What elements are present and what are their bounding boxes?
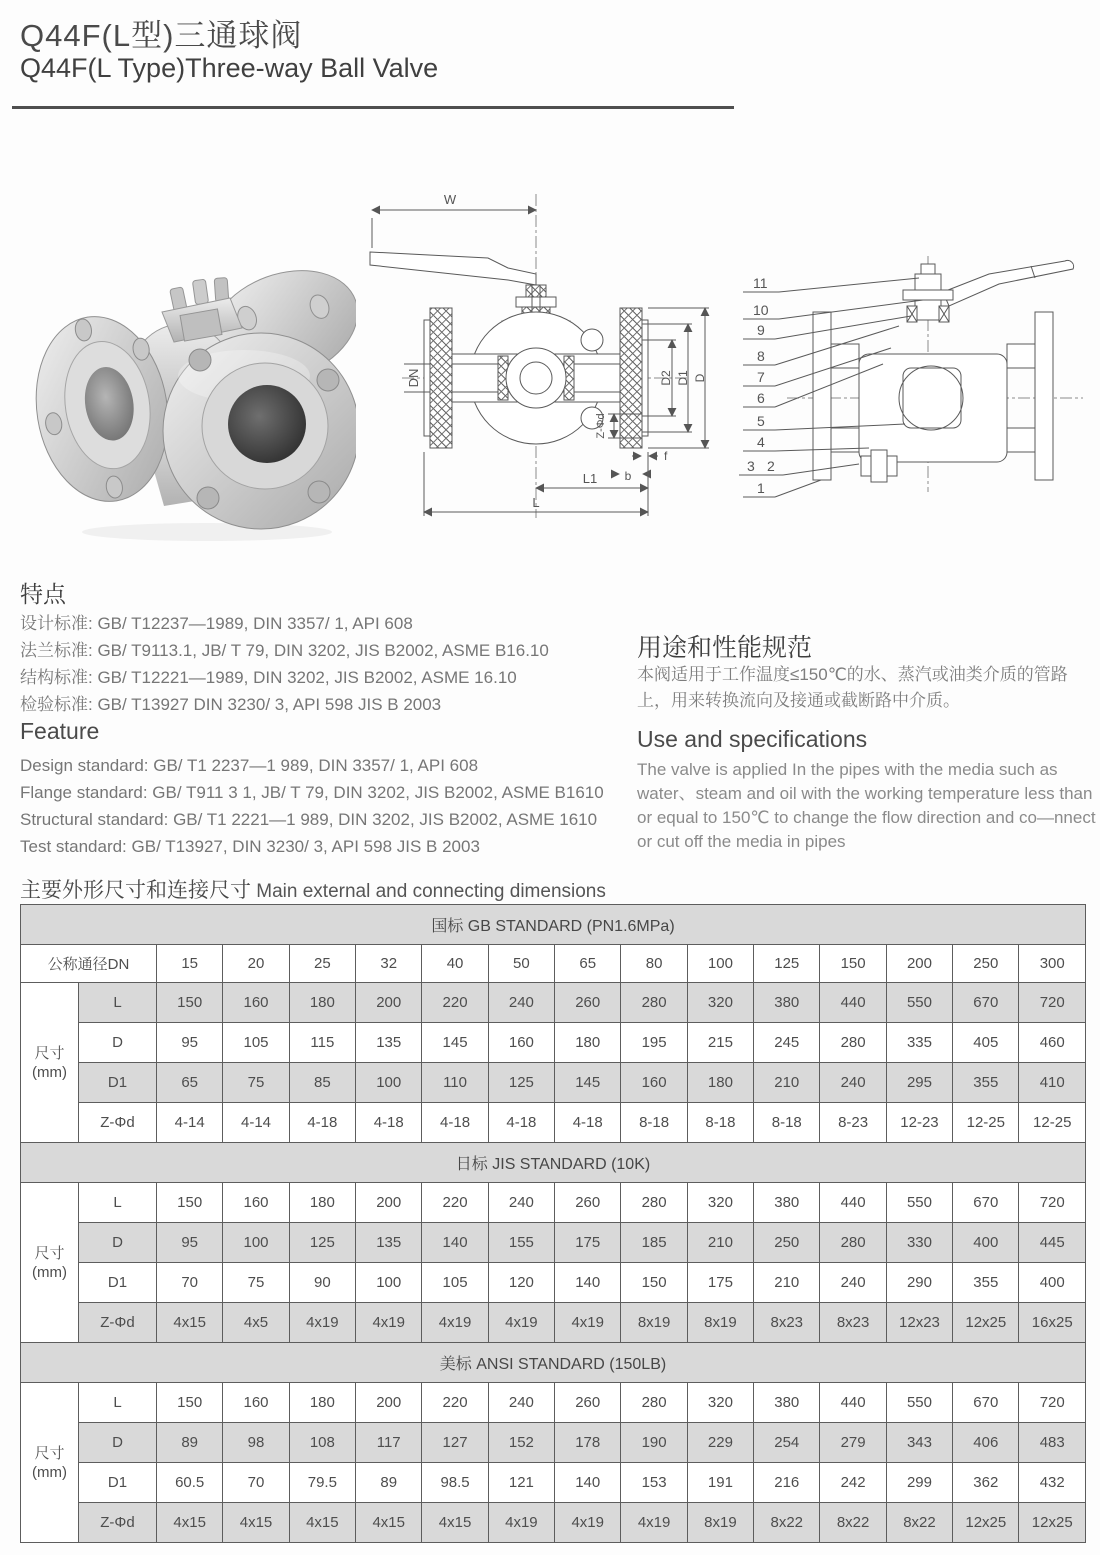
dim-unit-label [21, 1383, 79, 1543]
dim-value-cell: 4-14 [157, 1103, 223, 1143]
dim-value-cell: 95 [157, 1023, 223, 1063]
standard-band-row [21, 1343, 1086, 1383]
callout-2: 2 [767, 458, 775, 474]
table-title-zh: 主要外形尺寸和连接尺寸 [20, 879, 251, 902]
dim-value-cell: 180 [555, 1023, 621, 1063]
dn-value-cell: 125 [754, 945, 820, 983]
dim-value-cell: 70 [157, 1263, 223, 1303]
dim-value-cell: 70 [223, 1463, 289, 1503]
dim-value-cell: 242 [820, 1463, 886, 1503]
dim-value-cell: 550 [886, 983, 952, 1023]
dim-value-cell: 79.5 [289, 1463, 355, 1503]
dim-value-cell: 362 [953, 1463, 1019, 1503]
dim-value-cell: 210 [687, 1223, 753, 1263]
dim-value-cell: 150 [157, 983, 223, 1023]
dim-value-cell: 60.5 [157, 1463, 223, 1503]
dim-value-cell: 89 [356, 1463, 422, 1503]
dimension-row [21, 1183, 1086, 1223]
row-label: Z-Φd [79, 1503, 157, 1543]
dim-value-cell: 150 [621, 1263, 687, 1303]
dim-label-zphid: Z-Φd [595, 413, 607, 439]
dim-value-cell: 240 [488, 1183, 554, 1223]
dim-value-cell: 260 [555, 1383, 621, 1423]
dn-value-cell: 300 [1019, 945, 1086, 983]
dim-value-cell: 150 [157, 1183, 223, 1223]
standard-line: 法兰标准: GB/ T9113.1, JB/ T 79, DIN 3202, JIS B2002, ASME B16.10 [20, 641, 549, 660]
use-heading-en: Use and specifications [637, 726, 868, 752]
dimension-row [21, 1463, 1086, 1503]
dim-value-cell: 180 [289, 983, 355, 1023]
standard-line: 结构标准: GB/ T12221—1989, DIN 3202, JIS B2002, ASME 16.10 [20, 668, 517, 687]
standard-line: Design standard: GB/ T1 2237—1 989, DIN 3357/ 1, API 608 [20, 756, 479, 775]
dim-value-cell: 200 [356, 983, 422, 1023]
dim-value-cell: 240 [488, 1383, 554, 1423]
dim-value-cell: 65 [157, 1063, 223, 1103]
dim-value-cell: 670 [953, 1383, 1019, 1423]
dim-value-cell: 8x23 [820, 1303, 886, 1343]
dn-value-cell: 65 [555, 945, 621, 983]
row-label: L [79, 1183, 157, 1223]
table-title [20, 874, 606, 904]
callout-1: 1 [757, 480, 765, 496]
dn-value-cell: 15 [157, 945, 223, 983]
dim-value-cell: 4x15 [157, 1303, 223, 1343]
dim-value-cell: 4x19 [555, 1303, 621, 1343]
callout-4: 4 [757, 434, 765, 450]
dim-value-cell: 4x19 [621, 1503, 687, 1543]
callout-5: 5 [757, 413, 765, 429]
feature-heading-zh: 特点 [20, 581, 66, 607]
dimension-row [21, 1023, 1086, 1063]
standard-band-row [21, 1143, 1086, 1183]
dim-value-cell: 380 [754, 983, 820, 1023]
dim-value-cell: 195 [621, 1023, 687, 1063]
dim-value-cell: 4x15 [157, 1503, 223, 1543]
dim-value-cell: 216 [754, 1463, 820, 1503]
row-label: D [79, 1423, 157, 1463]
dim-value-cell: 280 [820, 1023, 886, 1063]
dim-value-cell: 4x19 [422, 1303, 488, 1343]
dim-value-cell: 4-18 [555, 1103, 621, 1143]
dim-value-cell: 190 [621, 1423, 687, 1463]
valve-section-drawing [340, 188, 732, 526]
dim-value-cell: 12-25 [953, 1103, 1019, 1143]
dim-value-cell: 260 [555, 1183, 621, 1223]
dim-value-cell: 152 [488, 1423, 554, 1463]
dn-value-cell: 100 [687, 945, 753, 983]
dim-value-cell: 98 [223, 1423, 289, 1463]
dim-value-cell: 8-23 [820, 1103, 886, 1143]
dim-value-cell: 8x19 [621, 1303, 687, 1343]
dim-value-cell: 4x19 [488, 1503, 554, 1543]
use-text-zh: 本阀适用于工作温度≤150℃的水、蒸汽或油类介质的管路上，用来转换流向及接通或截断路中介质。 [637, 665, 1068, 710]
dim-value-cell: 8x22 [820, 1503, 886, 1543]
dim-value-cell: 8-18 [687, 1103, 753, 1143]
dn-value-cell: 25 [289, 945, 355, 983]
dim-value-cell: 155 [488, 1223, 554, 1263]
dim-value-cell: 4-14 [223, 1103, 289, 1143]
dim-value-cell: 250 [754, 1223, 820, 1263]
row-label: Z-Φd [79, 1103, 157, 1143]
dim-value-cell: 115 [289, 1023, 355, 1063]
dim-value-cell: 105 [223, 1023, 289, 1063]
dimension-row [21, 1063, 1086, 1103]
dim-value-cell: 108 [289, 1423, 355, 1463]
dim-value-cell: 355 [953, 1263, 1019, 1303]
dim-value-cell: 299 [886, 1463, 952, 1503]
dim-label-l1: L1 [582, 471, 598, 486]
dim-value-cell: 100 [356, 1063, 422, 1103]
dim-label-dn: DN [406, 368, 421, 388]
dim-label-d: D [693, 373, 707, 383]
valve-photo [22, 244, 356, 546]
callout-11: 11 [753, 275, 768, 291]
dim-value-cell: 4x15 [422, 1503, 488, 1543]
dim-value-cell: 12-25 [1019, 1103, 1086, 1143]
dim-value-cell: 125 [289, 1223, 355, 1263]
dim-value-cell: 4x5 [223, 1303, 289, 1343]
dim-value-cell: 135 [356, 1223, 422, 1263]
dim-value-cell: 4x15 [223, 1503, 289, 1543]
dim-value-cell: 12x25 [953, 1303, 1019, 1343]
standard-line: 设计标准: GB/ T12237—1989, DIN 3357/ 1, API 608 [20, 614, 413, 633]
dim-value-cell: 135 [356, 1023, 422, 1063]
standard-band-header: 美标 ANSI STANDARD (150LB) [21, 1343, 1086, 1383]
dn-value-cell: 32 [356, 945, 422, 983]
dim-value-cell: 120 [488, 1263, 554, 1303]
dim-value-cell: 295 [886, 1063, 952, 1103]
dn-value-cell: 50 [488, 945, 554, 983]
dim-value-cell: 12x23 [886, 1303, 952, 1343]
dim-value-cell: 140 [555, 1463, 621, 1503]
dim-value-cell: 440 [820, 983, 886, 1023]
dim-label-l: L [532, 495, 540, 510]
dn-header-row [21, 945, 1086, 983]
row-label: D [79, 1223, 157, 1263]
dim-value-cell: 150 [157, 1383, 223, 1423]
dim-value-cell: 210 [754, 1063, 820, 1103]
dim-value-cell: 4-18 [289, 1103, 355, 1143]
dim-value-cell: 4x19 [488, 1303, 554, 1343]
feature-lines-en [20, 752, 640, 860]
dim-value-cell: 4-18 [422, 1103, 488, 1143]
dimension-row [21, 1423, 1086, 1463]
dim-value-cell: 75 [223, 1063, 289, 1103]
dim-value-cell: 720 [1019, 1183, 1086, 1223]
feature-heading-en: Feature [20, 718, 100, 744]
dim-value-cell: 405 [953, 1023, 1019, 1063]
dimension-row [21, 1223, 1086, 1263]
standard-line: Structural standard: GB/ T1 2221—1 989, DIN 3202, JIS B2002, ASME 1610 [20, 810, 598, 829]
dim-value-cell: 440 [820, 1183, 886, 1223]
dim-value-cell: 320 [687, 1183, 753, 1223]
dim-value-cell: 380 [754, 1183, 820, 1223]
dn-value-cell: 40 [422, 945, 488, 983]
dim-label-f: f [664, 449, 668, 463]
dim-value-cell: 279 [820, 1423, 886, 1463]
dim-label-unit: (mm) [32, 1463, 67, 1481]
dimension-row [21, 1303, 1086, 1343]
dim-label-w: W [443, 192, 457, 207]
dim-value-cell: 4-18 [488, 1103, 554, 1143]
title-divider [12, 106, 734, 109]
dim-value-cell: 330 [886, 1223, 952, 1263]
dim-value-cell: 280 [621, 1183, 687, 1223]
dim-value-cell: 160 [223, 1183, 289, 1223]
use-heading-zh: 用途和性能规范 [637, 634, 813, 662]
dim-value-cell: 8x22 [886, 1503, 952, 1543]
dim-value-cell: 180 [289, 1383, 355, 1423]
dim-value-cell: 200 [356, 1183, 422, 1223]
dim-value-cell: 175 [555, 1223, 621, 1263]
callout-10: 10 [753, 302, 769, 318]
dim-value-cell: 4x15 [289, 1503, 355, 1543]
dim-value-cell: 720 [1019, 983, 1086, 1023]
dim-value-cell: 406 [953, 1423, 1019, 1463]
dim-value-cell: 127 [422, 1423, 488, 1463]
dim-value-cell: 95 [157, 1223, 223, 1263]
callout-6: 6 [757, 390, 765, 406]
dim-value-cell: 4x15 [356, 1503, 422, 1543]
dim-value-cell: 670 [953, 983, 1019, 1023]
dim-value-cell: 145 [422, 1023, 488, 1063]
row-label: D1 [79, 1263, 157, 1303]
dim-value-cell: 105 [422, 1263, 488, 1303]
dim-value-cell: 8x19 [687, 1503, 753, 1543]
dim-value-cell: 320 [687, 1383, 753, 1423]
dim-value-cell: 4x19 [289, 1303, 355, 1343]
dn-value-cell: 20 [223, 945, 289, 983]
dim-value-cell: 180 [289, 1183, 355, 1223]
dim-value-cell: 121 [488, 1463, 554, 1503]
row-label: Z-Φd [79, 1303, 157, 1343]
dim-value-cell: 445 [1019, 1223, 1086, 1263]
dim-value-cell: 440 [820, 1383, 886, 1423]
dim-label-d2: D2 [659, 370, 673, 386]
dim-value-cell: 335 [886, 1023, 952, 1063]
dim-value-cell: 240 [820, 1263, 886, 1303]
dim-value-cell: 160 [621, 1063, 687, 1103]
dim-value-cell: 117 [356, 1423, 422, 1463]
standard-band-row [21, 905, 1086, 945]
dim-value-cell: 260 [555, 983, 621, 1023]
dim-value-cell: 110 [422, 1063, 488, 1103]
dim-value-cell: 160 [488, 1023, 554, 1063]
dn-label: 公称通径DN [21, 945, 157, 983]
dim-value-cell: 280 [621, 983, 687, 1023]
dim-value-cell: 215 [687, 1023, 753, 1063]
dim-value-cell: 220 [422, 1383, 488, 1423]
row-label: L [79, 1383, 157, 1423]
dim-label-unit: (mm) [32, 1063, 67, 1081]
dim-value-cell: 191 [687, 1463, 753, 1503]
callout-7: 7 [757, 369, 765, 385]
dn-value-cell: 200 [886, 945, 952, 983]
page-title-zh: Q44F(L型)三通球阀 [20, 18, 303, 53]
dimension-row [21, 1503, 1086, 1543]
dim-value-cell: 12x25 [1019, 1503, 1086, 1543]
dimension-row [21, 1383, 1086, 1423]
dim-value-cell: 254 [754, 1423, 820, 1463]
use-text-en: The valve is applied In the pipes with the media such as water、steam and oil with the working temperature less than or equal to 150℃ to change the flow direction and co—nnect or cut off the media in pipes [637, 760, 1096, 851]
row-label: D [79, 1023, 157, 1063]
dim-value-cell: 98.5 [422, 1463, 488, 1503]
dim-value-cell: 550 [886, 1383, 952, 1423]
dim-value-cell: 8x23 [754, 1303, 820, 1343]
dim-value-cell: 160 [223, 983, 289, 1023]
dim-value-cell: 410 [1019, 1063, 1086, 1103]
dimension-row [21, 1263, 1086, 1303]
callout-9: 9 [757, 322, 765, 338]
standard-band-header: 国标 GB STANDARD (PN1.6MPa) [21, 905, 1086, 945]
dim-value-cell: 8-18 [621, 1103, 687, 1143]
dimension-row [21, 1103, 1086, 1143]
dim-value-cell: 85 [289, 1063, 355, 1103]
standard-line: Flange standard: GB/ T911 3 1, JB/ T 79, DIN 3202, JIS B2002, ASME B1610 [20, 783, 604, 802]
dim-value-cell: 100 [356, 1263, 422, 1303]
dim-value-cell: 483 [1019, 1423, 1086, 1463]
dim-value-cell: 8-18 [754, 1103, 820, 1143]
table-title-en: Main external and connecting dimensions [251, 881, 606, 902]
dim-value-cell: 180 [687, 1063, 753, 1103]
valve-parts-drawing [731, 228, 1099, 523]
dim-unit-label [21, 983, 79, 1143]
dim-label-zh: 尺寸 [34, 1444, 65, 1462]
dim-value-cell: 100 [223, 1223, 289, 1263]
dim-label-zh: 尺寸 [34, 1044, 65, 1062]
callout-3: 3 [747, 458, 755, 474]
callout-8: 8 [757, 348, 765, 364]
dim-value-cell: 175 [687, 1263, 753, 1303]
standard-line: 检验标准: GB/ T13927 DIN 3230/ 3, API 598 JIS B 2003 [20, 695, 442, 714]
dim-value-cell: 432 [1019, 1463, 1086, 1503]
dim-value-cell: 400 [1019, 1263, 1086, 1303]
dim-value-cell: 200 [356, 1383, 422, 1423]
dim-value-cell: 220 [422, 1183, 488, 1223]
dim-value-cell: 380 [754, 1383, 820, 1423]
row-label: D1 [79, 1063, 157, 1103]
dim-value-cell: 229 [687, 1423, 753, 1463]
dn-value-cell: 150 [820, 945, 886, 983]
dim-value-cell: 290 [886, 1263, 952, 1303]
dim-value-cell: 550 [886, 1183, 952, 1223]
dim-value-cell: 280 [621, 1383, 687, 1423]
dim-label-d1: D1 [676, 370, 690, 386]
page-title-en: Q44F(L Type)Three-way Ball Valve [20, 53, 439, 83]
dim-label-unit: (mm) [32, 1263, 67, 1281]
dim-value-cell: 355 [953, 1063, 1019, 1103]
dim-value-cell: 140 [555, 1263, 621, 1303]
row-label: D1 [79, 1463, 157, 1503]
dim-value-cell: 153 [621, 1463, 687, 1503]
dim-value-cell: 89 [157, 1423, 223, 1463]
dim-value-cell: 240 [488, 983, 554, 1023]
dim-value-cell: 720 [1019, 1383, 1086, 1423]
dn-value-cell: 250 [953, 945, 1019, 983]
dim-value-cell: 16x25 [1019, 1303, 1086, 1343]
dim-value-cell: 240 [820, 1063, 886, 1103]
dim-value-cell: 140 [422, 1223, 488, 1263]
dim-value-cell: 75 [223, 1263, 289, 1303]
dim-value-cell: 343 [886, 1423, 952, 1463]
dim-value-cell: 125 [488, 1063, 554, 1103]
dim-value-cell: 670 [953, 1183, 1019, 1223]
dim-value-cell: 8x19 [687, 1303, 753, 1343]
dim-value-cell: 220 [422, 983, 488, 1023]
dim-value-cell: 320 [687, 983, 753, 1023]
row-label: L [79, 983, 157, 1023]
dim-value-cell: 460 [1019, 1023, 1086, 1063]
dim-value-cell: 8x22 [754, 1503, 820, 1543]
dim-value-cell: 90 [289, 1263, 355, 1303]
dim-unit-label [21, 1183, 79, 1343]
dim-value-cell: 4-18 [356, 1103, 422, 1143]
dim-value-cell: 145 [555, 1063, 621, 1103]
dim-value-cell: 185 [621, 1223, 687, 1263]
dimension-row [21, 983, 1086, 1023]
dim-value-cell: 280 [820, 1223, 886, 1263]
dim-label-zh: 尺寸 [34, 1244, 65, 1262]
dn-value-cell: 80 [621, 945, 687, 983]
dim-value-cell: 12-23 [886, 1103, 952, 1143]
dim-value-cell: 4x19 [356, 1303, 422, 1343]
dim-value-cell: 400 [953, 1223, 1019, 1263]
dim-label-b: b [624, 469, 632, 483]
standard-line: Test standard: GB/ T13927, DIN 3230/ 3, API 598 JIS B 2003 [20, 837, 480, 856]
dimensions-table [20, 904, 1086, 1543]
dim-value-cell: 160 [223, 1383, 289, 1423]
dim-value-cell: 210 [754, 1263, 820, 1303]
dim-value-cell: 12x25 [953, 1503, 1019, 1543]
standard-band-header: 日标 JIS STANDARD (10K) [21, 1143, 1086, 1183]
dim-value-cell: 178 [555, 1423, 621, 1463]
dim-value-cell: 245 [754, 1023, 820, 1063]
feature-lines-zh [20, 610, 630, 718]
dim-value-cell: 4x19 [555, 1503, 621, 1543]
